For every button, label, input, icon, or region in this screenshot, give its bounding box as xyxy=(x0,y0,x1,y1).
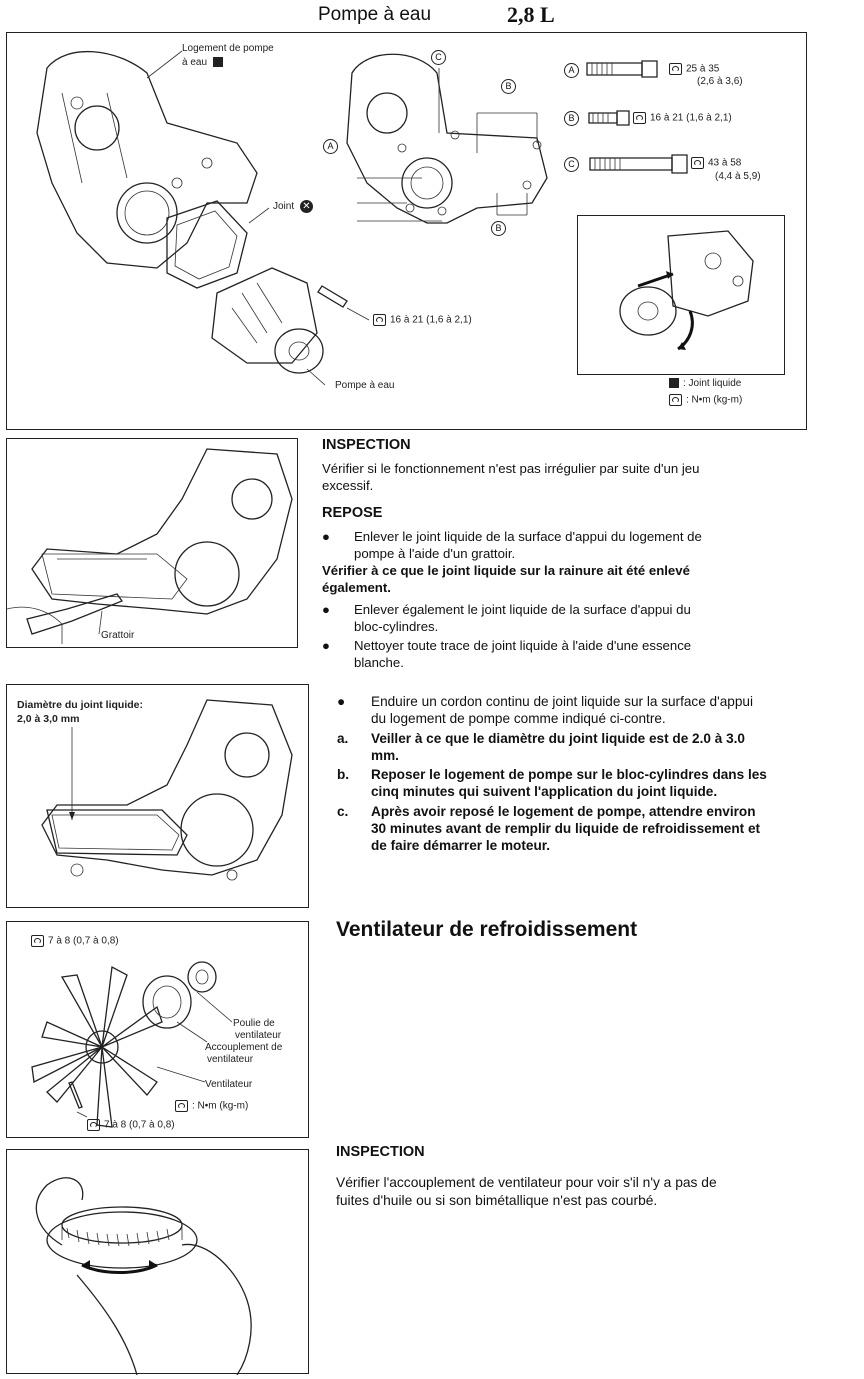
bolt-a-torque-kgm: (2,6 à 3,6) xyxy=(697,76,743,87)
heading-cooling-fan: Ventilateur de refroidissement xyxy=(336,918,638,941)
figure-sealant-bead xyxy=(6,684,309,908)
sealant-bullet: ● Enduire un cordon continu de joint liquide sur la surface d'appui du logement de pompe comme indiqué ci-contre. xyxy=(337,694,753,726)
liquid-gasket-icon xyxy=(213,57,223,67)
repose-bullet-3: ● Nettoyer toute trace de joint liquide à l'aide d'une essence blanche. xyxy=(322,638,692,670)
figure-cooling-fan xyxy=(6,921,309,1138)
repose-bold-line2: également. xyxy=(322,580,391,595)
label-fan: Ventilateur xyxy=(205,1079,253,1090)
repose-bullet-2: ● Enlever également le joint liquide de la surface d'appui du bloc-cylindres. xyxy=(322,602,691,634)
sealant-step-b: b. Reposer le logement de pompe sur le bloc-cylindres dans les cinq minutes qui suivent l'application du joint liquide. xyxy=(337,767,767,799)
inspection-1-text-line2: excessif. xyxy=(322,478,374,493)
liquid-gasket-icon xyxy=(669,378,679,388)
bolt-c-torque-kgm: (4,4 à 5,9) xyxy=(715,171,761,182)
label-fan-coupling-2: ventilateur xyxy=(207,1054,254,1065)
coupling-inspection-drawing xyxy=(7,1150,310,1375)
heading-repose: REPOSE xyxy=(322,505,383,521)
legend-torque: : N•m (kg-m) xyxy=(669,394,742,407)
figure-water-pump-exploded xyxy=(6,32,807,430)
label-pump-housing-2: à eau xyxy=(182,57,223,69)
heading-inspection-2: INSPECTION xyxy=(336,1144,425,1160)
legend-liquid-gasket: : Joint liquide xyxy=(669,378,741,390)
callout-b-top: B xyxy=(501,79,516,94)
inset-pump-rotation xyxy=(577,215,785,375)
page-title: Pompe à eau xyxy=(318,4,432,25)
torque-icon xyxy=(669,63,682,75)
inspection-2-text-line2: fuites d'huile ou si son bimétallique n'est pas courbé. xyxy=(336,1193,658,1208)
torque-icon xyxy=(373,314,386,326)
label-scraper: Grattoir xyxy=(101,630,135,641)
torque-icon xyxy=(175,1100,188,1112)
torque-icon xyxy=(633,112,646,124)
sealant-step-a: a. Veiller à ce que le diamètre du joint liquide est de 2.0 à 3.0 mm. xyxy=(337,731,745,763)
bolt-b-marker: B xyxy=(564,111,579,126)
figure-scraper xyxy=(6,438,298,648)
callout-c: C xyxy=(431,50,446,65)
callout-b-bottom: B xyxy=(491,221,506,236)
label-pump-housing: Logement de pompe xyxy=(182,43,274,54)
label-fan-pulley-2: ventilateur xyxy=(235,1030,282,1041)
repose-bullet-1: ● Enlever le joint liquide de la surface d'appui du logement de pompe à l'aide d'un grattoir. xyxy=(322,529,702,561)
label-joint: Joint ✕ xyxy=(273,200,313,213)
legend-fan-torque: : N•m (kg-m) xyxy=(175,1100,248,1113)
torque-icon xyxy=(87,1119,100,1131)
bolt-a-torque: 25 à 35 xyxy=(669,63,719,76)
label-sealant-diameter-value: 2,0 à 3,0 mm xyxy=(17,713,80,725)
non-reusable-icon: ✕ xyxy=(300,200,313,213)
bolt-a-marker: A xyxy=(564,63,579,78)
torque-icon xyxy=(691,157,704,169)
heading-inspection-1: INSPECTION xyxy=(322,437,411,453)
torque-icon xyxy=(31,935,44,947)
label-fan-torque-top: 7 à 8 (0,7 à 0,8) xyxy=(31,935,119,948)
label-sealant-diameter: Diamètre du joint liquide: xyxy=(17,699,144,711)
pump-rotation-drawing xyxy=(578,216,786,376)
sealant-step-c: c. Après avoir reposé le logement de pompe, attendre environ 30 minutes avant de remplir du liquide de refroidissement et de faire démarrer le moteur. xyxy=(337,804,761,853)
figure-fan-coupling-inspection xyxy=(6,1149,309,1374)
inspection-1-text-line1: Vérifier si le fonctionnement n'est pas irrégulier par suite d'un jeu xyxy=(322,461,700,476)
torque-icon xyxy=(669,394,682,406)
scraper-drawing xyxy=(7,439,299,649)
repose-bold-line1: Vérifier à ce que le joint liquide sur la rainure ait été enlevé xyxy=(322,563,690,578)
engine-size: 2,8 L xyxy=(507,2,555,27)
bolt-c-marker: C xyxy=(564,157,579,172)
callout-a: A xyxy=(323,139,338,154)
label-fan-coupling: Accouplement de xyxy=(205,1042,283,1053)
inspection-2-text-line1: Vérifier l'accouplement de ventilateur pour voir s'il n'y a pas de xyxy=(336,1175,717,1190)
label-fan-torque-bottom: 7 à 8 (0,7 à 0,8) xyxy=(87,1119,175,1132)
label-pump-torque: 16 à 21 (1,6 à 2,1) xyxy=(373,314,472,327)
bolt-c-torque: 43 à 58 xyxy=(691,157,741,170)
label-water-pump: Pompe à eau xyxy=(335,380,395,391)
bolt-b-torque: 16 à 21 (1,6 à 2,1) xyxy=(633,112,732,125)
label-fan-pulley: Poulie de xyxy=(233,1018,275,1029)
